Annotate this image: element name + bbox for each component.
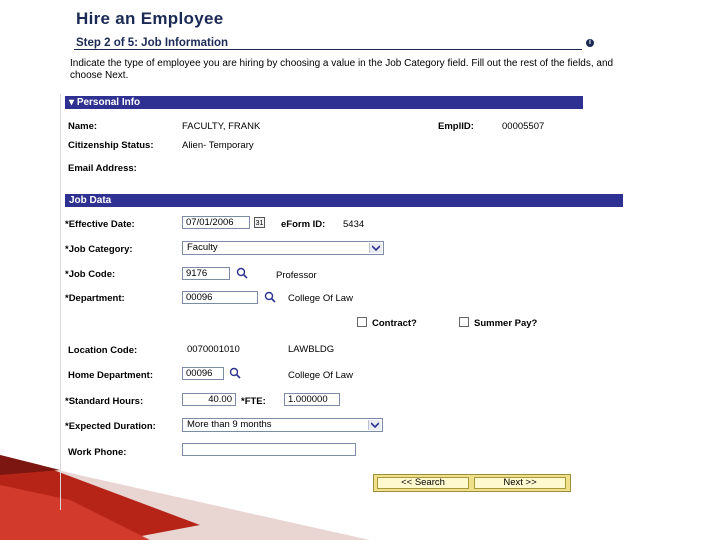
chevron-down-icon[interactable]: [369, 243, 382, 253]
effective-date-label: *Effective Date:: [65, 219, 135, 230]
home-department-label: Home Department:: [68, 370, 153, 381]
personal-info-header[interactable]: ▾ Personal Info: [65, 96, 583, 109]
content-left-border: [60, 94, 61, 510]
search-icon[interactable]: [236, 267, 248, 279]
job-code-input[interactable]: 9176: [182, 267, 230, 280]
summer-pay-label: Summer Pay?: [474, 318, 538, 329]
work-phone-label: Work Phone:: [68, 447, 127, 458]
department-label: *Department:: [65, 293, 125, 304]
home-department-description: College Of Law: [288, 370, 353, 381]
name-label: Name:: [68, 121, 98, 132]
calendar-icon[interactable]: 31: [254, 217, 265, 228]
search-icon[interactable]: [264, 291, 276, 303]
contract-label: Contract?: [372, 318, 417, 329]
expected-duration-label: *Expected Duration:: [65, 421, 156, 432]
standard-hours-input[interactable]: 40.00: [182, 393, 236, 406]
emplid-label: EmplID:: [438, 121, 474, 132]
location-code-label: Location Code:: [68, 345, 138, 356]
eform-label: eForm ID:: [281, 219, 326, 230]
chevron-down-icon[interactable]: [368, 420, 381, 430]
step-indicator: Step 2 of 5: Job Information: [76, 37, 229, 49]
eform-value: 5434: [343, 219, 365, 230]
search-button[interactable]: << Search: [377, 477, 469, 489]
department-input[interactable]: 00096: [182, 291, 258, 304]
contract-checkbox[interactable]: [357, 317, 367, 327]
next-button[interactable]: Next >>: [474, 477, 566, 489]
standard-hours-label: *Standard Hours:: [65, 396, 144, 407]
department-description: College Of Law: [288, 293, 353, 304]
page-title: Hire an Employee: [76, 9, 224, 28]
job-code-label: *Job Code:: [65, 269, 116, 280]
search-icon[interactable]: [229, 367, 241, 379]
citizenship-value: Alien- Temporary: [182, 140, 254, 151]
work-phone-input[interactable]: [182, 443, 356, 456]
citizenship-label: Citizenship Status:: [68, 140, 154, 151]
email-label: Email Address:: [68, 163, 137, 174]
emplid-value: 00005507: [502, 121, 545, 132]
fte-input[interactable]: 1.000000: [284, 393, 340, 406]
slide-decoration: [0, 455, 380, 540]
job-data-header: Job Data: [65, 194, 623, 207]
info-icon[interactable]: i: [586, 39, 594, 47]
job-code-description: Professor: [276, 270, 317, 281]
summer-pay-checkbox[interactable]: [459, 317, 469, 327]
location-description: LAWBLDG: [288, 344, 335, 355]
action-button-bar: [373, 474, 571, 492]
fte-label: *FTE:: [241, 396, 266, 407]
effective-date-input[interactable]: 07/01/2006: [182, 216, 250, 229]
collapse-triangle-icon: ▾: [69, 97, 75, 108]
step-divider: [74, 49, 582, 50]
home-department-input[interactable]: 00096: [182, 367, 224, 380]
job-category-label: *Job Category:: [65, 244, 133, 255]
expected-duration-select[interactable]: More than 9 months: [182, 418, 383, 432]
name-value: FACULTY, FRANK: [182, 121, 261, 132]
job-category-select[interactable]: Faculty: [182, 241, 384, 255]
instructions: Indicate the type of employee you are hiring by choosing a value in the Job Category field. Fill out the rest of the fields, and choose Next.: [70, 58, 614, 81]
location-code-value: 0070001010: [187, 344, 240, 355]
